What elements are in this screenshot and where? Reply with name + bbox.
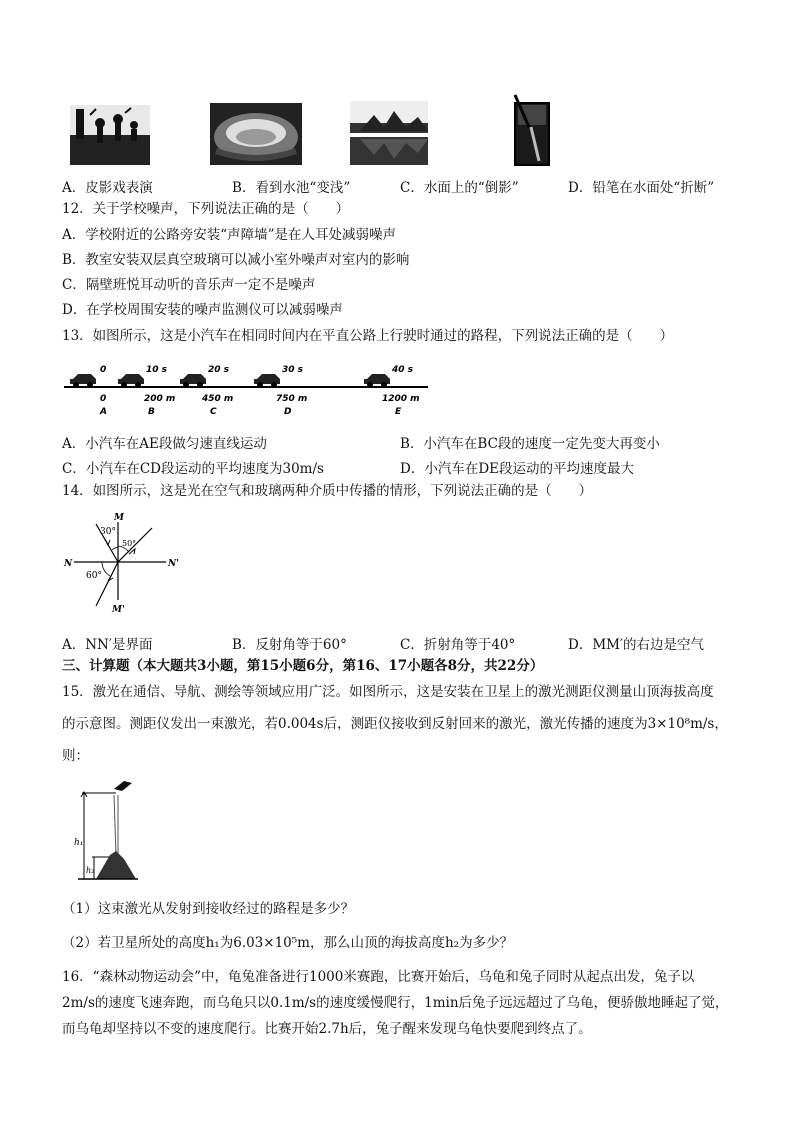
point-label: C — [210, 407, 217, 417]
light-refraction-diagram — [62, 512, 192, 617]
q15-line-3: 则： — [62, 748, 89, 764]
label-n: N — [64, 559, 73, 569]
q12-stem: 12．关于学校噪声，下列说法正确的是（ ） — [62, 201, 350, 217]
angle-60-label: 60° — [86, 571, 102, 581]
q14-option-d: D．MM′的右边是空气 — [568, 637, 705, 653]
distance-label: 1200 m — [382, 394, 420, 404]
reflection-image — [350, 101, 428, 165]
q11-option-c: C．水面上的“倒影” — [400, 180, 519, 196]
q13-option-a: A．小汽车在AE段做匀速直线运动 — [62, 436, 267, 452]
q13-option-b: B．小汽车在BC段的速度一定先变大再变小 — [400, 436, 660, 452]
h1-label: h₁ — [74, 838, 84, 848]
q13-option-d: D．小汽车在DE段运动的平均速度最大 — [400, 461, 635, 477]
angle-50-label: 50° — [122, 539, 137, 548]
q14-option-b: B．反射角等于60° — [232, 637, 347, 653]
point-label: D — [284, 407, 292, 417]
label-m: M — [114, 513, 124, 523]
q15-line-2: 的示意图。测距仪发出一束激光，若0.004s后，测距仪接收到反射回来的激光，激光传播的速度为3×10⁸m/s， — [62, 716, 728, 732]
q12-option-d: D．在学校周围安装的噪声监测仪可以减弱噪声 — [62, 302, 343, 318]
q15-line-1: 15．激光在通信、导航、测绘等领域应用广泛。如图所示，这是安装在卫星上的激光测距仪测量山顶海拔高度 — [62, 684, 714, 700]
angle-30-label: 30° — [100, 527, 116, 537]
label-m-prime: M' — [112, 605, 125, 615]
time-label: 10 s — [146, 365, 168, 375]
q11-option-d: D．铅笔在水面处“折断” — [568, 180, 715, 196]
q16-line-2: 2m/s的速度飞速奔跑，而乌龟只以0.1m/s的速度缓慢爬行，1min后兔子远远超过了乌龟，便骄傲地睡起了觉， — [62, 995, 729, 1011]
distance-label: 450 m — [202, 394, 234, 404]
q15-subquestion-1: （1）这束激光从发射到接收经过的路程是多少？ — [62, 901, 355, 917]
pencil-in-water-image — [505, 93, 557, 168]
q16-line-1: 16．“森林动物运动会”中，龟兔准备进行1000米赛跑，比赛开始后，乌龟和兔子同时从起点出发，兔子以 — [62, 969, 695, 985]
q12-option-c: C．隔壁班悦耳动听的音乐声一定不是噪声 — [62, 277, 316, 293]
label-n-prime: N' — [168, 559, 179, 569]
distance-label: 750 m — [276, 394, 308, 404]
distance-label: 200 m — [144, 394, 176, 404]
shadow-play-image — [70, 105, 150, 165]
q11-option-b: B．看到水池“变浅” — [232, 180, 351, 196]
q11-option-a: A．皮影戏表演 — [62, 180, 153, 196]
point-label: B — [148, 407, 155, 417]
q12-option-a: A．学校附近的公路旁安装“声障墙”是在人耳处减弱噪声 — [62, 227, 397, 243]
car-icon — [70, 374, 96, 388]
q12-option-b: B．教室安装双层真空玻璃可以减小室外噪声对室内的影响 — [62, 252, 410, 268]
car-icon — [180, 374, 206, 388]
q16-line-3: 而乌龟却坚持以不变的速度爬行。比赛开始2.7h后，兔子醒来发现乌龟快要爬到终点了。 — [62, 1021, 592, 1037]
q14-option-a: A．NN′是界面 — [62, 637, 153, 653]
q14-stem: 14．如图所示，这是光在空气和玻璃两种介质中传播的情形，下列说法正确的是（ ） — [62, 483, 593, 499]
satellite-laser-diagram — [70, 775, 140, 885]
q13-stem: 13．如图所示，这是小汽车在相同时间内在平直公路上行驶时通过的路程，下列说法正确的是（ ） — [62, 328, 674, 344]
car-icon — [254, 374, 280, 388]
distance-label: 0 — [100, 394, 107, 404]
car-icon — [118, 374, 144, 388]
car-motion-diagram — [62, 360, 432, 422]
time-label: 30 s — [282, 365, 304, 375]
car-icon — [364, 374, 390, 388]
water-pool-image — [210, 103, 302, 165]
point-label: E — [395, 407, 402, 417]
satellite-icon — [114, 781, 132, 791]
q15-subquestion-2: （2）若卫星所处的高度h₁为6.03×10⁵m，那么山顶的海拔高度h₂为多少？ — [62, 935, 514, 951]
section-3-title: 三、计算题（本大题共3小题，第15小题6分，第16、17小题各8分，共22分） — [62, 658, 544, 674]
q13-option-c: C．小汽车在CD段运动的平均速度为30m/s — [62, 461, 324, 477]
time-label: 20 s — [208, 365, 230, 375]
h2-label: h₂ — [86, 866, 95, 875]
q14-option-c: C．折射角等于40° — [400, 637, 516, 653]
point-label: A — [100, 407, 107, 417]
time-label: 40 s — [392, 365, 414, 375]
time-label: 0 — [100, 365, 107, 375]
